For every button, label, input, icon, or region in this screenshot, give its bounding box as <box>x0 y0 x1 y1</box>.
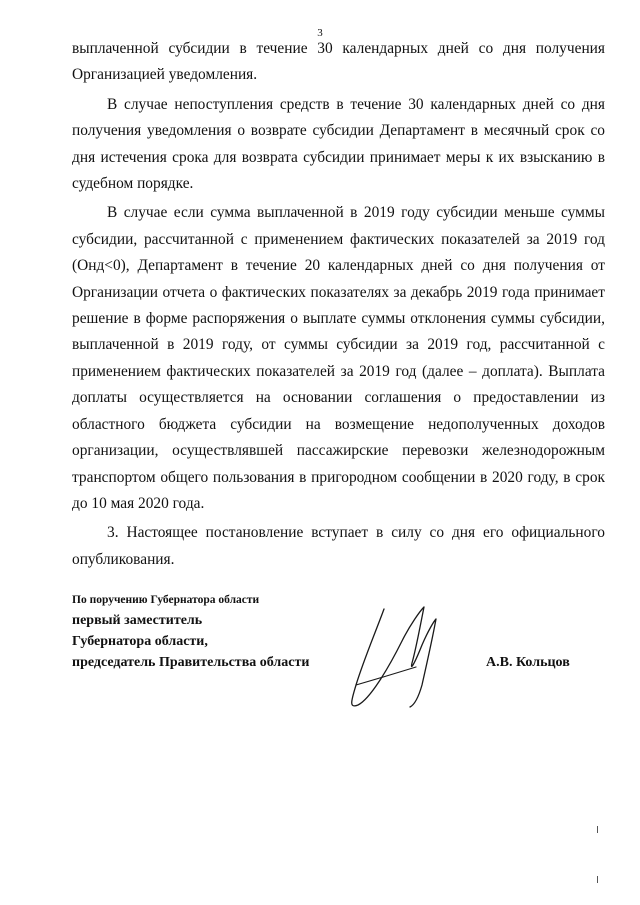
signature-block <box>72 594 605 714</box>
signatory-position-line-3: председатель Правительства области <box>72 655 310 670</box>
page-number: 3 <box>317 27 323 39</box>
scan-edge-mark <box>597 876 598 883</box>
signatory-name: А.В. Кольцов <box>486 655 570 670</box>
signature-on-behalf: По поручению Губернатора области <box>72 594 260 606</box>
signatory-position-line-1: первый заместитель <box>72 613 203 628</box>
handwritten-signature <box>340 601 440 711</box>
signatory-position-line-2: Губернатора области, <box>72 634 208 649</box>
scan-edge-mark <box>597 826 598 833</box>
document-body <box>72 36 605 576</box>
paragraph-recovery-procedure: В случае непоступления средств в течение 30 календарных дней со дня получения уведомления о возврате субсидии Департамент в месячный срок со дня истечения срока для возврата субсидии принимает меры к их взысканию в судебном порядке. <box>72 95 605 193</box>
paragraph-additional-payment: В случае если сумма выплаченной в 2019 году субсидии меньше суммы субсидии, рассчитанной с применением фактических показателей за 2019 год (Онд<0), Департамент в течение 20 календарных дней со дня получения от Организации отчета о фактических показателях за декабрь 2019 года принимает решение в форме распоряжения о выплате суммы отклонения суммы субсидии, выплаченной в 2019 году, от суммы субсидии за 2019 год, рассчитанной с применением фактических показателей за 2019 год (далее – доплата). Выплата доплаты осуществляется на основании соглашения о предоставлении из областного бюджета субсидии на возмещение недополученных доходов организации, осуществлявшей пассажирские перевозки железнодорожным транспортом общего пользования в пригородном сообщении в 2020 году, в срок до 10 мая 2020 года. <box>72 204 605 512</box>
paragraph-effective-date: 3. Настоящее постановление вступает в силу со дня его официального опубликования. <box>72 524 605 568</box>
paragraph-refund-deadline: выплаченной субсидии в течение 30 календарных дней со дня получения Организацией уведомления. <box>72 40 605 84</box>
